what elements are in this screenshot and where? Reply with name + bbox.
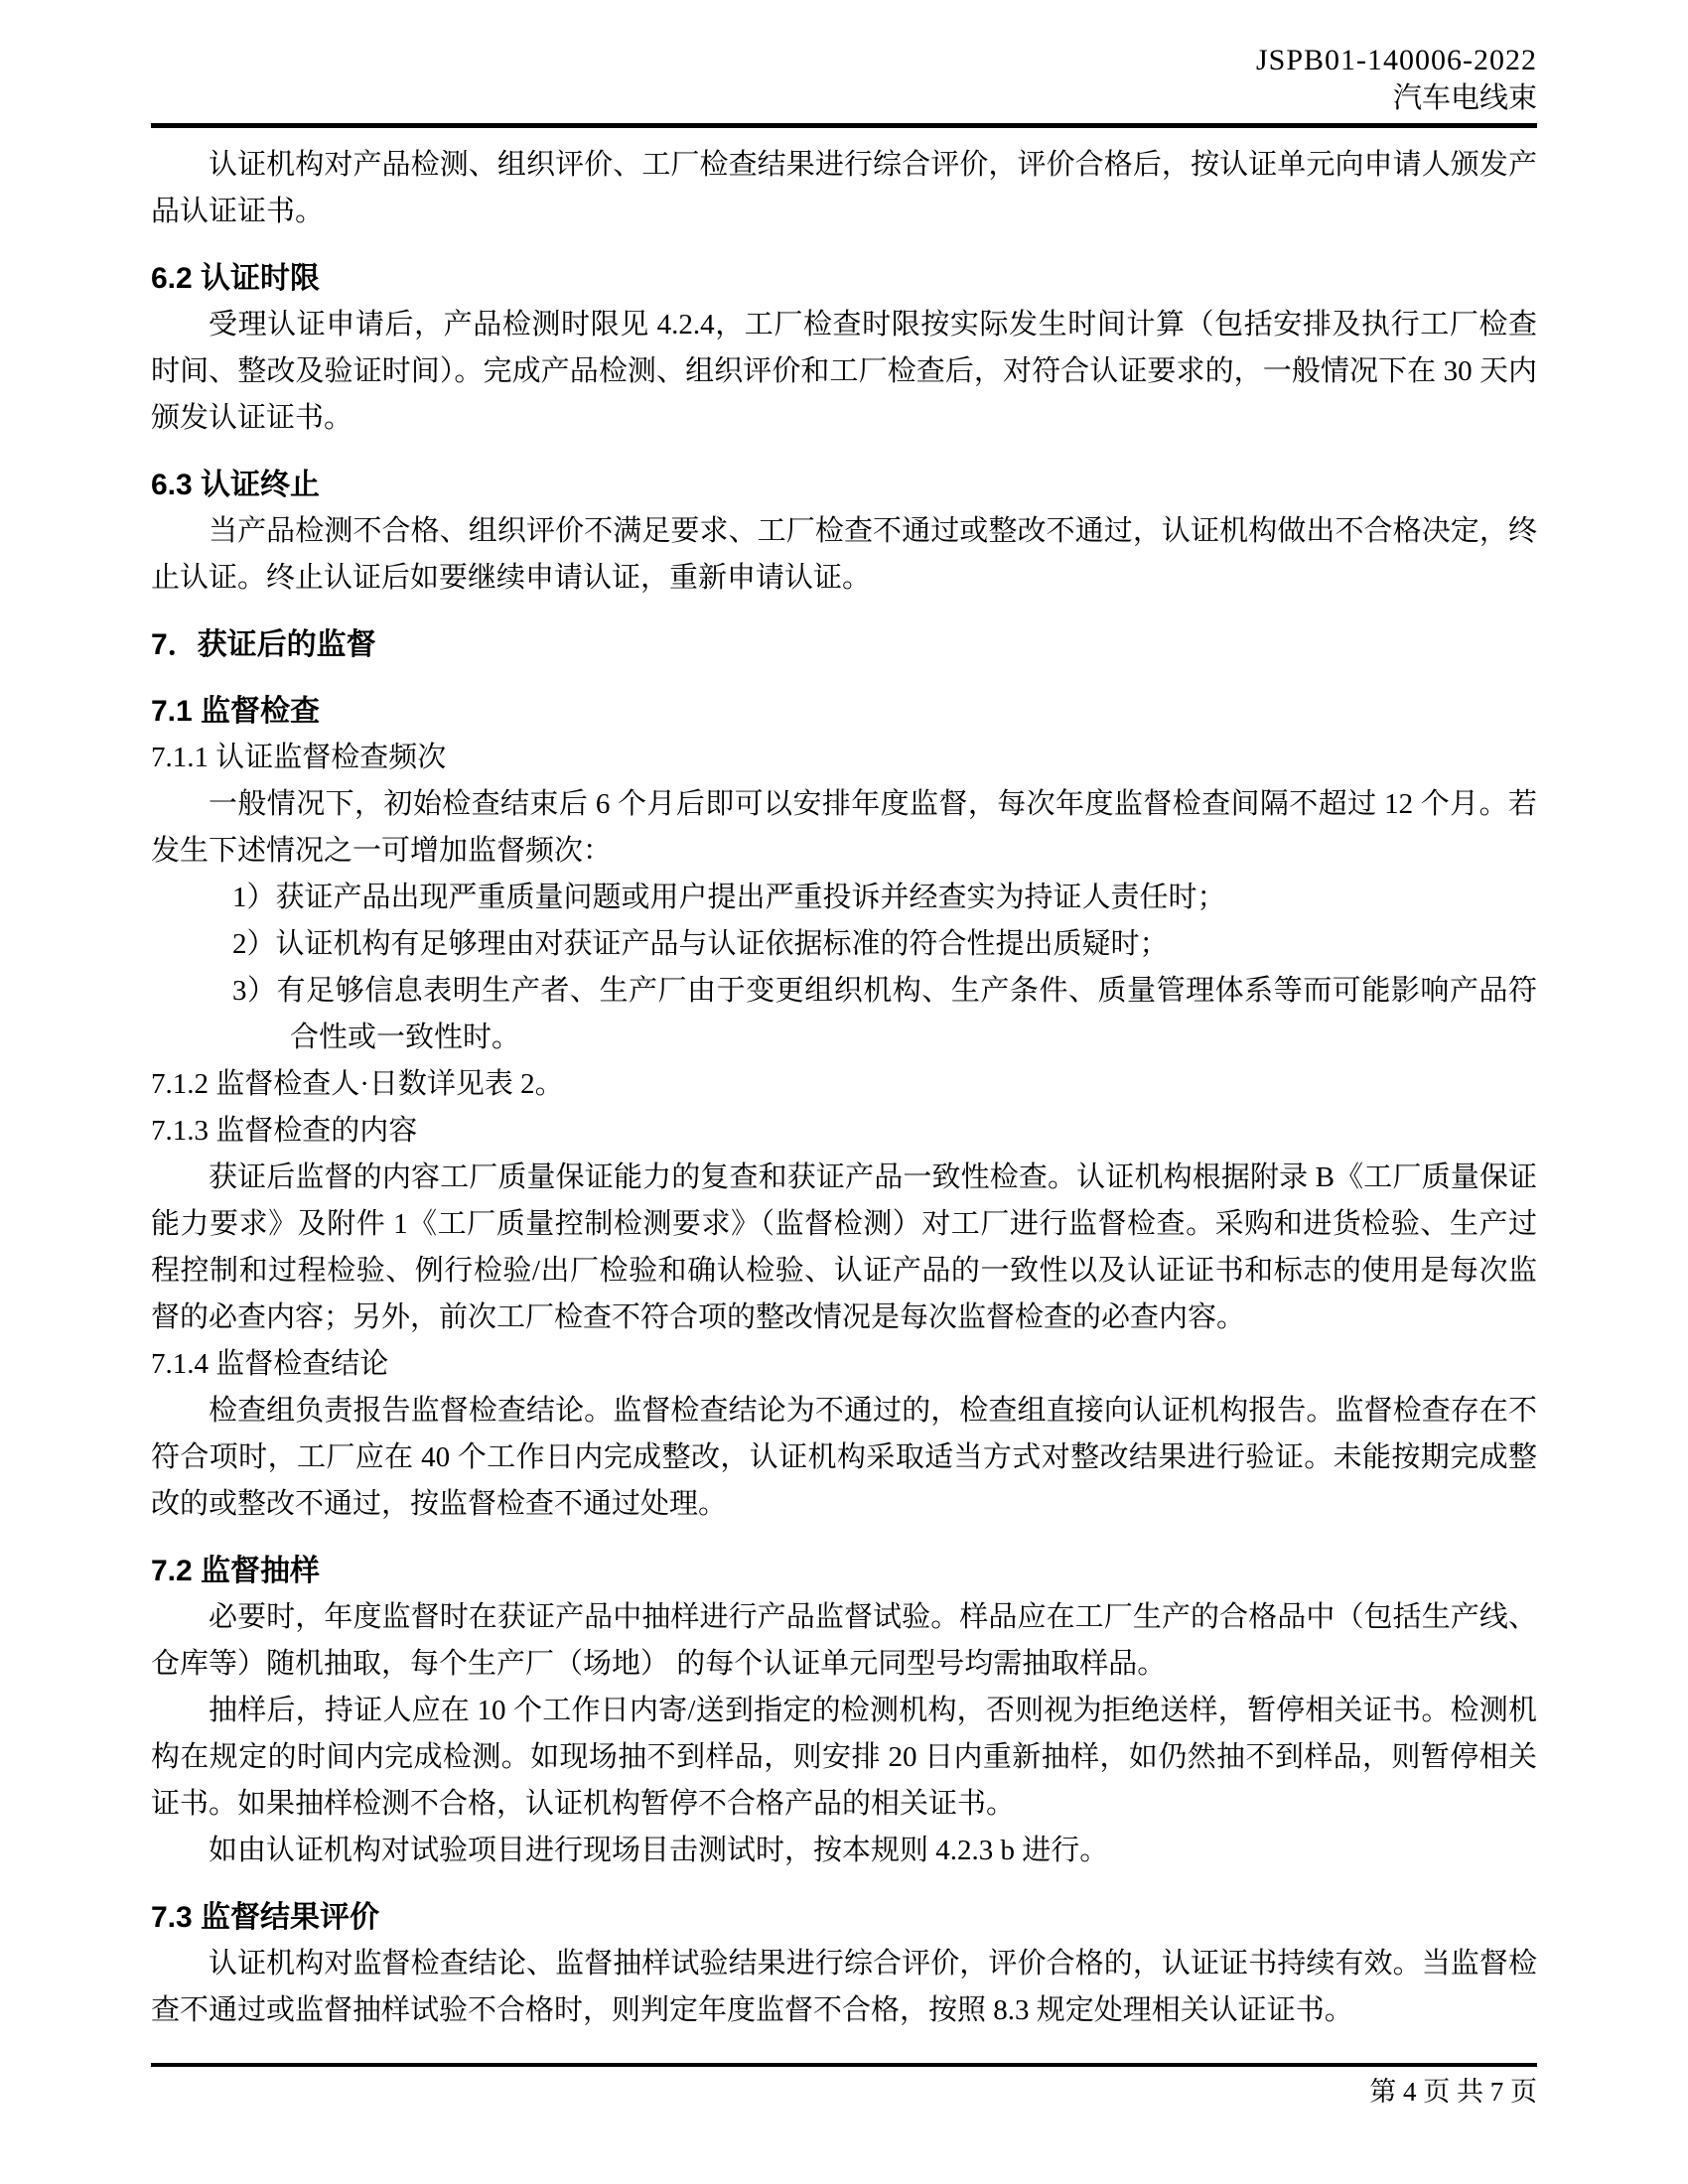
document-body	[151, 142, 1537, 2034]
header-rule	[151, 123, 1537, 128]
paragraph-6-2: 受理认证申请后，产品检测时限见 4.2.4，工厂检查时限按实际发生时间计算（包括安排及执行工厂检查时间、整改及验证时间）。完成产品检测、组织评价和工厂检查后，对符合认证要求的，一般情况下在 30 天内颁发认证证书。	[151, 309, 1537, 434]
paragraph-7-3: 认证机构对监督检查结论、监督抽样试验结果进行综合评价，评价合格的，认证证书持续有效。当监督检查不通过或监督抽样试验不合格时，则判定年度监督不合格，按照 8.3 规定处理相关认证证书。	[151, 1948, 1537, 2026]
page-footer	[151, 2063, 1537, 2109]
paragraph-6-3: 当产品检测不合格、组织评价不满足要求、工厂检查不通过或整改不通过，认证机构做出不合格决定，终止认证。终止认证后如要继续申请认证，重新申请认证。	[151, 515, 1537, 594]
paragraph-7-2-a: 必要时，年度监督时在获证产品中抽样进行产品监督试验。样品应在工厂生产的合格品中（包括生产线、仓库等）随机抽取，每个生产厂（场地） 的每个认证单元同型号均需抽取样品。	[151, 1601, 1537, 1680]
list-item: 1）获证产品出现严重质量问题或用户提出严重投诉并经查实为持证人责任时；	[232, 882, 1226, 913]
paragraph-7-1-3: 获证后监督的内容工厂质量保证能力的复查和获证产品一致性检查。认证机构根据附录 B《工厂质量保证能力要求》及附件 1《工厂质量控制检测要求》（监督检测）对工厂进行监督检查。采购和进货检验、生产过程控制和过程检验、例行检验/出厂检验和确认检验、认证产品的一致性以及认证证书和标志的使用是每次监督的必查内容；另外，前次工厂检查不符合项的整改情况是每次监督检查的必查内容。	[151, 1161, 1537, 1333]
paragraph-7-1-4: 检查组负责报告监督检查结论。监督检查结论为不通过的，检查组直接向认证机构报告。监督检查存在不符合项时，工厂应在 40 个工作日内完成整改，认证机构采取适当方式对整改结果进行验证。未能按期完成整改的或整改不通过，按监督检查不通过处理。	[151, 1395, 1537, 1520]
heading-7: 7．获证后的监督	[151, 628, 376, 661]
document-subject: 汽车电线束	[1392, 82, 1537, 114]
heading-6-2: 6.2 认证时限	[151, 262, 321, 295]
heading-6-3: 6.3 认证终止	[151, 469, 321, 501]
document-number: JSPB01-140006-2022	[1255, 44, 1537, 76]
heading-7-3: 7.3 监督结果评价	[151, 1901, 380, 1934]
paragraph-7-2-c: 如由认证机构对试验项目进行现场目击测试时，按本规则 4.2.3 b 进行。	[209, 1835, 1109, 1866]
list-item: 2）认证机构有足够理由对获证产品与认证依据标准的符合性提出质疑时；	[232, 928, 1169, 960]
list-item: 3）有足够信息表明生产者、生产厂由于变更组织机构、生产条件、质量管理体系等而可能影响产品符合性或一致性时。	[232, 975, 1537, 1053]
page-number: 第 4 页 共 7 页	[1369, 2077, 1537, 2107]
subheading-7-1-3: 7.1.3 监督检查的内容	[151, 1115, 418, 1147]
page-header	[151, 0, 1537, 128]
subheading-7-1-2: 7.1.2 监督检查人·日数详见表 2。	[151, 1068, 564, 1100]
heading-7-2: 7.2 监督抽样	[151, 1555, 321, 1587]
condition-list	[151, 875, 1537, 1061]
subheading-7-1-1: 7.1.1 认证监督检查频次	[151, 742, 447, 773]
paragraph-7-2-b: 抽样后，持证人应在 10 个工作日内寄/送到指定的检测机构，否则视为拒绝送样，暂停相关证书。检测机构在规定的时间内完成检测。如现场抽不到样品，则安排 20 日内重新抽样，如仍然抽不到样品，则暂停相关证书。如果抽样检测不合格，认证机构暂停不合格产品的相关证书。	[151, 1695, 1537, 1820]
heading-7-1: 7.1 监督检查	[151, 695, 321, 728]
subheading-7-1-4: 7.1.4 监督检查结论	[151, 1348, 389, 1380]
paragraph-7-1-1: 一般情况下，初始检查结束后 6 个月后即可以安排年度监督，每次年度监督检查间隔不超过 12 个月。若发生下述情况之一可增加监督频次：	[151, 788, 1537, 867]
paragraph-intro: 认证机构对产品检测、组织评价、工厂检查结果进行综合评价，评价合格后，按认证单元向申请人颁发产品认证证书。	[151, 149, 1537, 227]
